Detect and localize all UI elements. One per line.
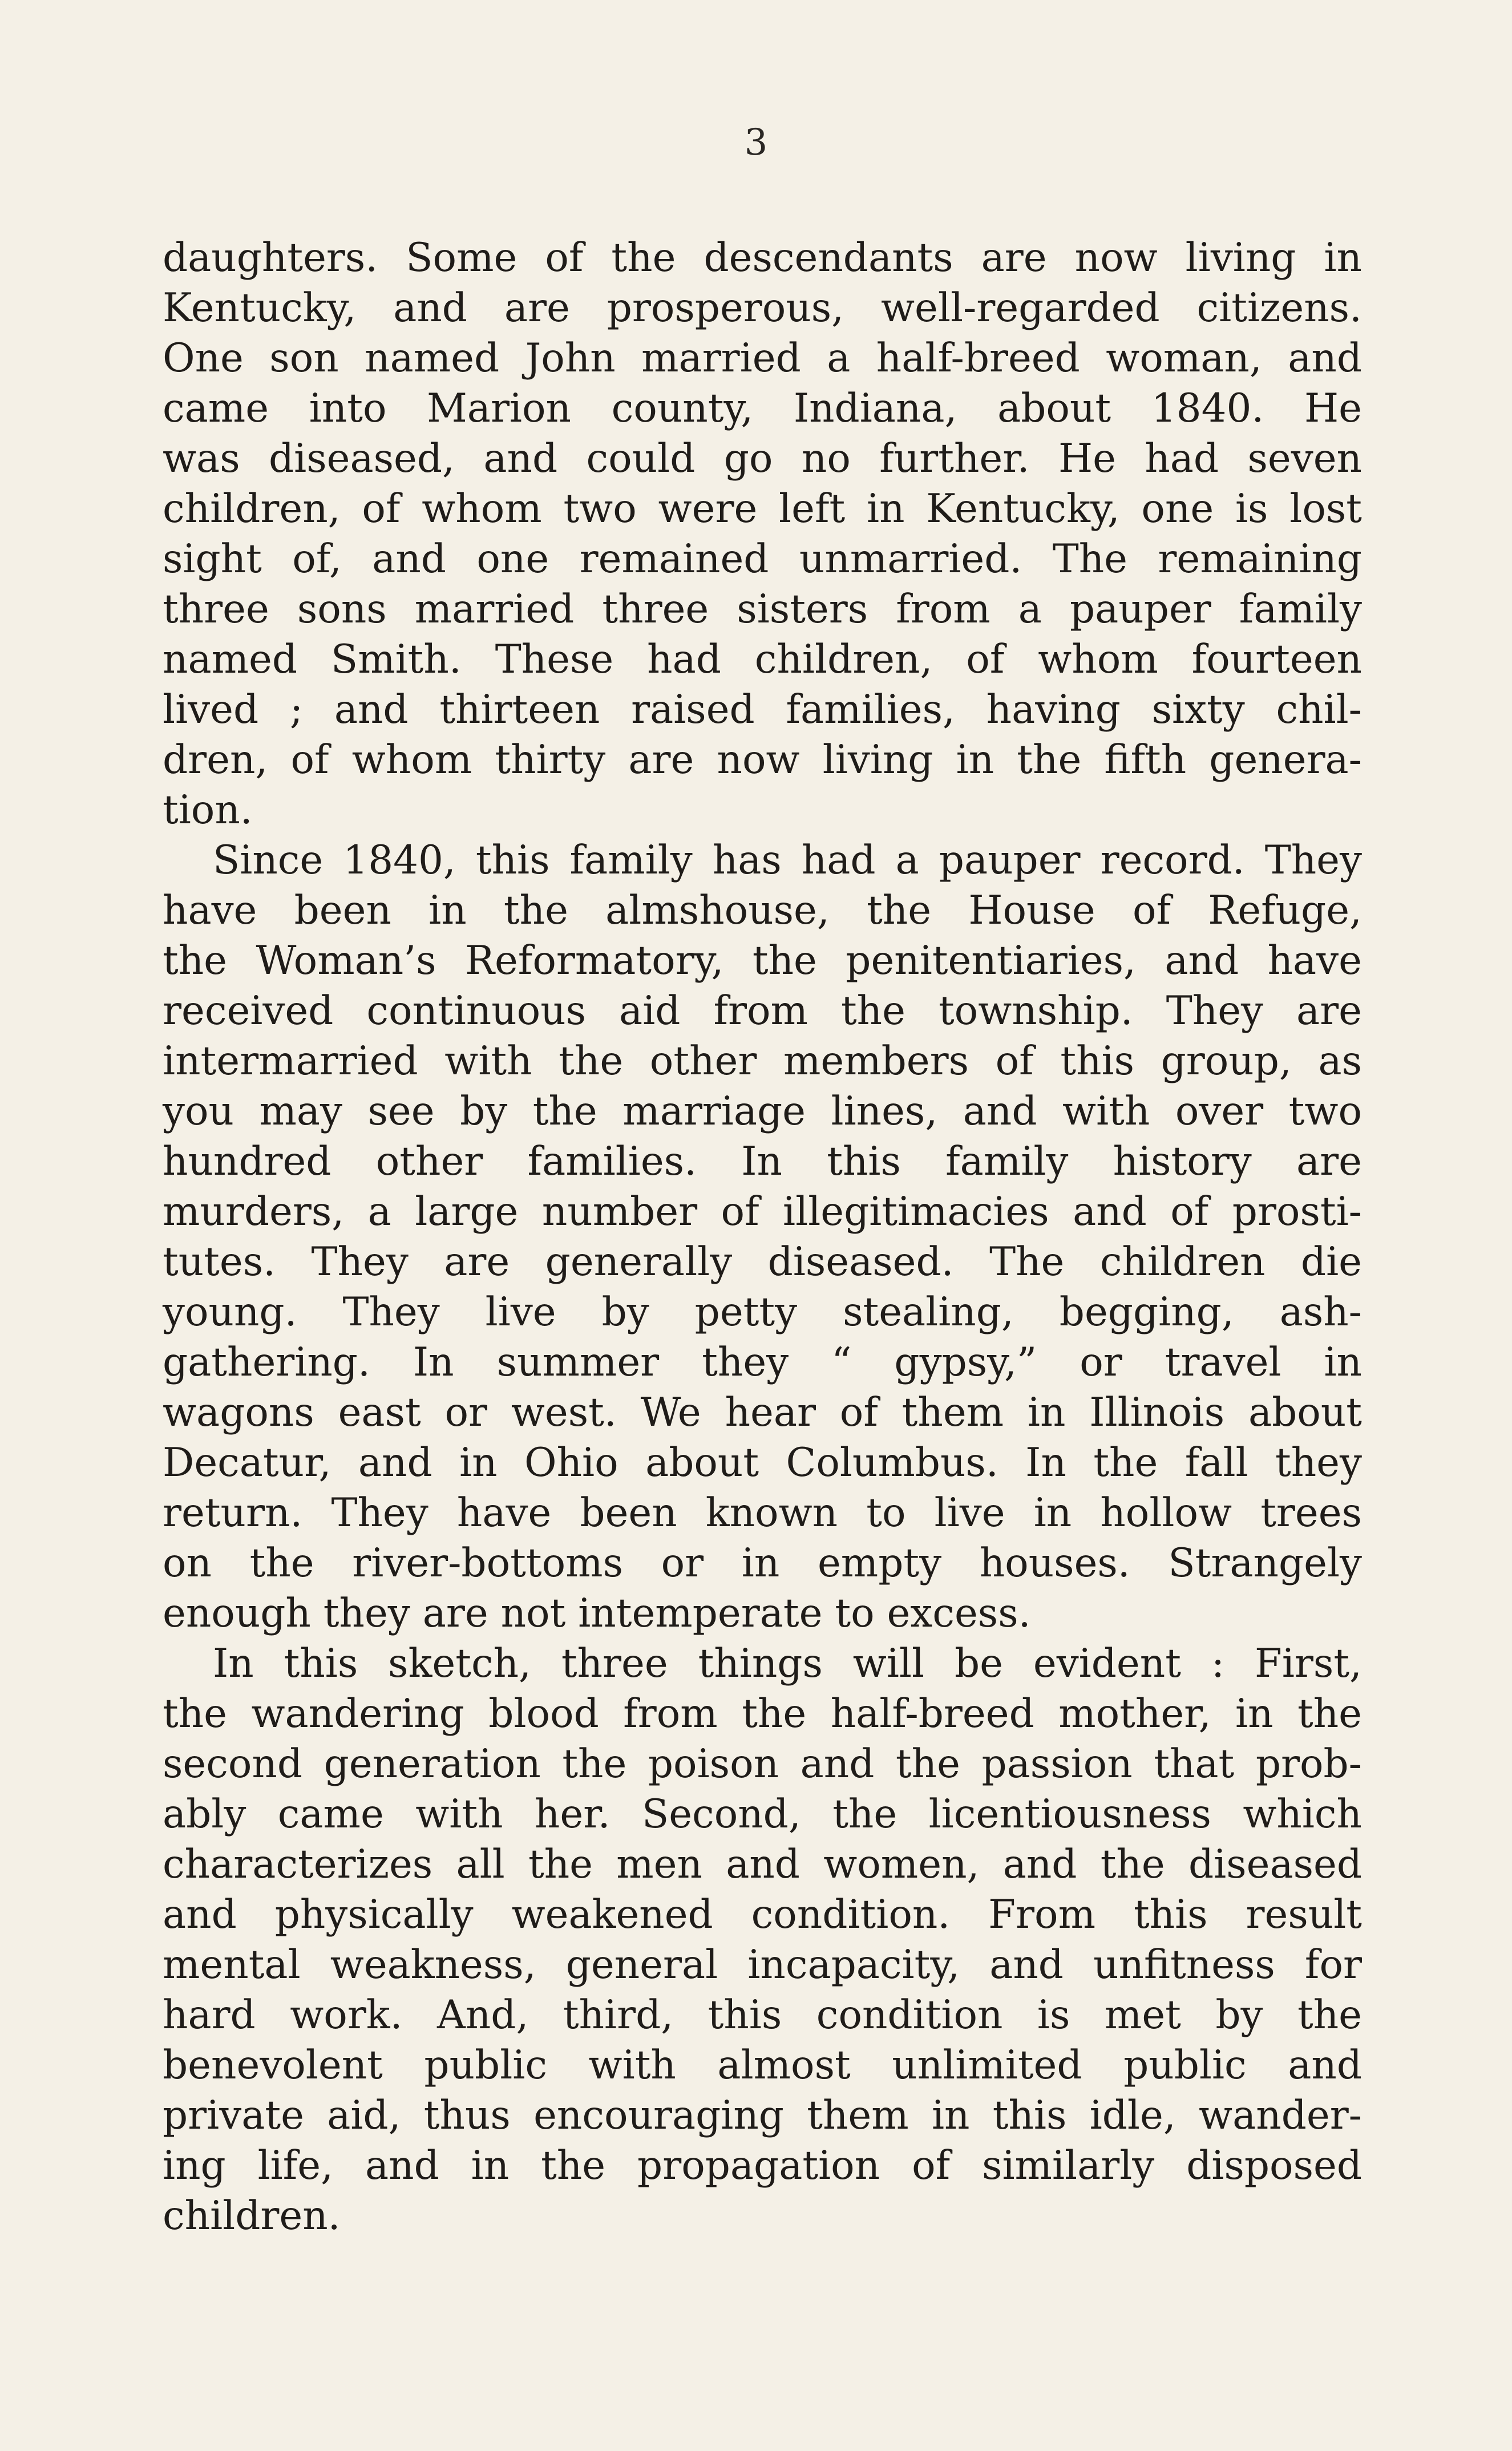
text-line: on the river-bottoms or in empty houses. Strangely <box>163 1540 1362 1586</box>
text-line: came into Marion county, Indiana, about 1840. He <box>163 386 1362 431</box>
text-line: return. They have been known to live in hollow trees <box>163 1490 1362 1536</box>
paragraph-start-line: In this sketch, three things will be evident : First, <box>213 1641 1362 1686</box>
text-line: the wandering blood from the half-breed mother, in the <box>163 1691 1362 1737</box>
text-line: sight of, and one remained unmarried. The remaining <box>163 536 1362 582</box>
text-line: Decatur, and in Ohio about Columbus. In the fall they <box>163 1440 1362 1486</box>
text-line: have been in the almshouse, the House of Refuge, <box>163 888 1362 933</box>
text-line: lived ; and thirteen raised families, having sixty chil- <box>163 687 1362 733</box>
text-line: daughters. Some of the descendants are now living in <box>163 235 1362 281</box>
text-line: ing life, and in the propagation of similarly disposed <box>163 2143 1362 2189</box>
text-line: dren, of whom thirty are now living in the fifth genera- <box>163 737 1362 783</box>
text-line: murders, a large number of illegitimacies and of prosti- <box>163 1189 1362 1235</box>
text-line: mental weakness, general incapacity, and unfitness for <box>163 1942 1362 1988</box>
paragraph-end-line: children. <box>163 2193 341 2239</box>
text-line: characterizes all the men and women, and the diseased <box>163 1842 1362 1887</box>
text-line: the Woman’s Reformatory, the penitentiaries, and have <box>163 938 1362 984</box>
text-line: named Smith. These had children, of whom fourteen <box>163 637 1362 682</box>
paragraph-end-line: enough they are not intemperate to excess. <box>163 1591 1031 1636</box>
text-line: intermarried with the other members of this group, as <box>163 1038 1362 1084</box>
text-line: children, of whom two were left in Kentucky, one is lost <box>163 486 1362 532</box>
text-line: One son named John married a half-breed woman, and <box>163 335 1362 381</box>
text-line: hundred other families. In this family history are <box>163 1139 1362 1184</box>
text-line: received continuous aid from the township. They are <box>163 988 1362 1034</box>
text-line: three sons married three sisters from a pauper family <box>163 587 1362 632</box>
text-line: and physically weakened condition. From this result <box>163 1892 1362 1938</box>
text-line: wagons east or west. We hear of them in Illinois about <box>163 1390 1362 1435</box>
paragraph-end-line: tion. <box>163 787 253 833</box>
text-line: private aid, thus encouraging them in this idle, wander- <box>163 2093 1362 2138</box>
text-line: second generation the poison and the passion that prob- <box>163 1741 1362 1787</box>
text-line: ably came with her. Second, the licentiousness which <box>163 1791 1362 1837</box>
text-line: hard work. And, third, this condition is met by the <box>163 1992 1362 2038</box>
text-line: gathering. In summer they “ gypsy,” or travel in <box>163 1340 1362 1385</box>
text-line: benevolent public with almost unlimited public and <box>163 2042 1362 2088</box>
text-line: tutes. They are generally diseased. The children die <box>163 1239 1362 1285</box>
text-line: was diseased, and could go no further. He had seven <box>163 436 1362 482</box>
page-number: 3 <box>744 122 768 164</box>
text-line: Kentucky, and are prosperous, well-regarded citizens. <box>163 285 1362 331</box>
text-line: you may see by the marriage lines, and with over two <box>163 1089 1362 1134</box>
text-line: young. They live by petty stealing, begging, ash- <box>163 1289 1362 1335</box>
paragraph-start-line: Since 1840, this family has had a pauper record. They <box>213 838 1362 883</box>
